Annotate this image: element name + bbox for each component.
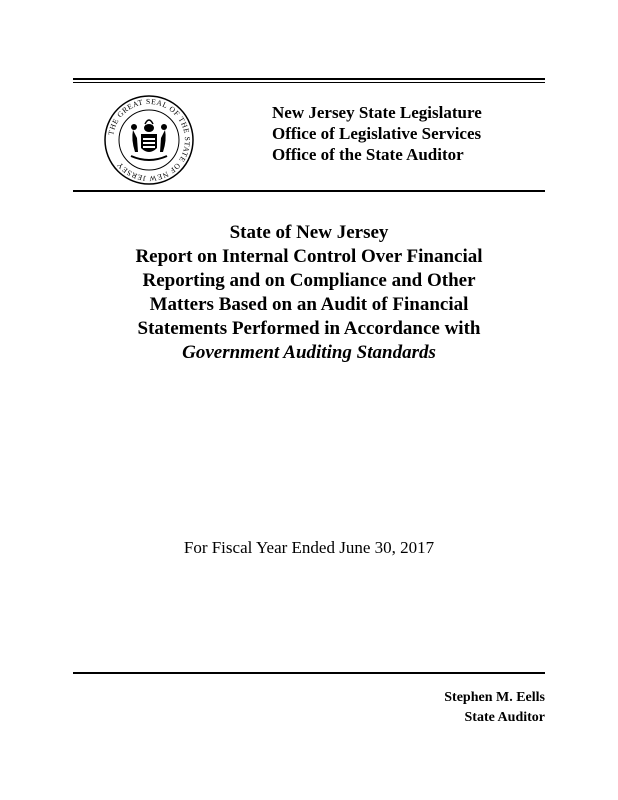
state-seal-icon (103, 94, 195, 186)
title-line-5: Statements Performed in Accordance with (137, 318, 481, 339)
office-name: Office of Legislative Services (272, 124, 482, 143)
report-title (73, 221, 545, 365)
top-double-rule-lower (73, 82, 545, 83)
auditor-signature (444, 688, 545, 728)
header-divider (73, 190, 545, 192)
title-line-6: Government Auditing Standards (182, 342, 436, 363)
auditor-name: Stephen M. Eells (444, 690, 545, 705)
footer-divider (73, 672, 545, 674)
office-header (272, 102, 482, 165)
legislature-name: New Jersey State Legislature (272, 103, 482, 122)
title-line-3: Reporting and on Compliance and Other (142, 270, 476, 291)
svg-text:THE GREAT SEAL OF THE STATE OF: THE GREAT SEAL OF THE STATE OF NEW JERSEY (106, 96, 193, 184)
top-double-rule-upper (73, 78, 545, 80)
title-line-4: Matters Based on an Audit of Financial (149, 294, 469, 315)
auditor-title: State Auditor (464, 710, 545, 725)
auditor-office-name: Office of the State Auditor (272, 145, 464, 164)
title-line-1: State of New Jersey (229, 222, 389, 243)
title-line-2: Report on Internal Control Over Financial (135, 246, 483, 267)
fiscal-year: For Fiscal Year Ended June 30, 2017 (183, 538, 435, 557)
